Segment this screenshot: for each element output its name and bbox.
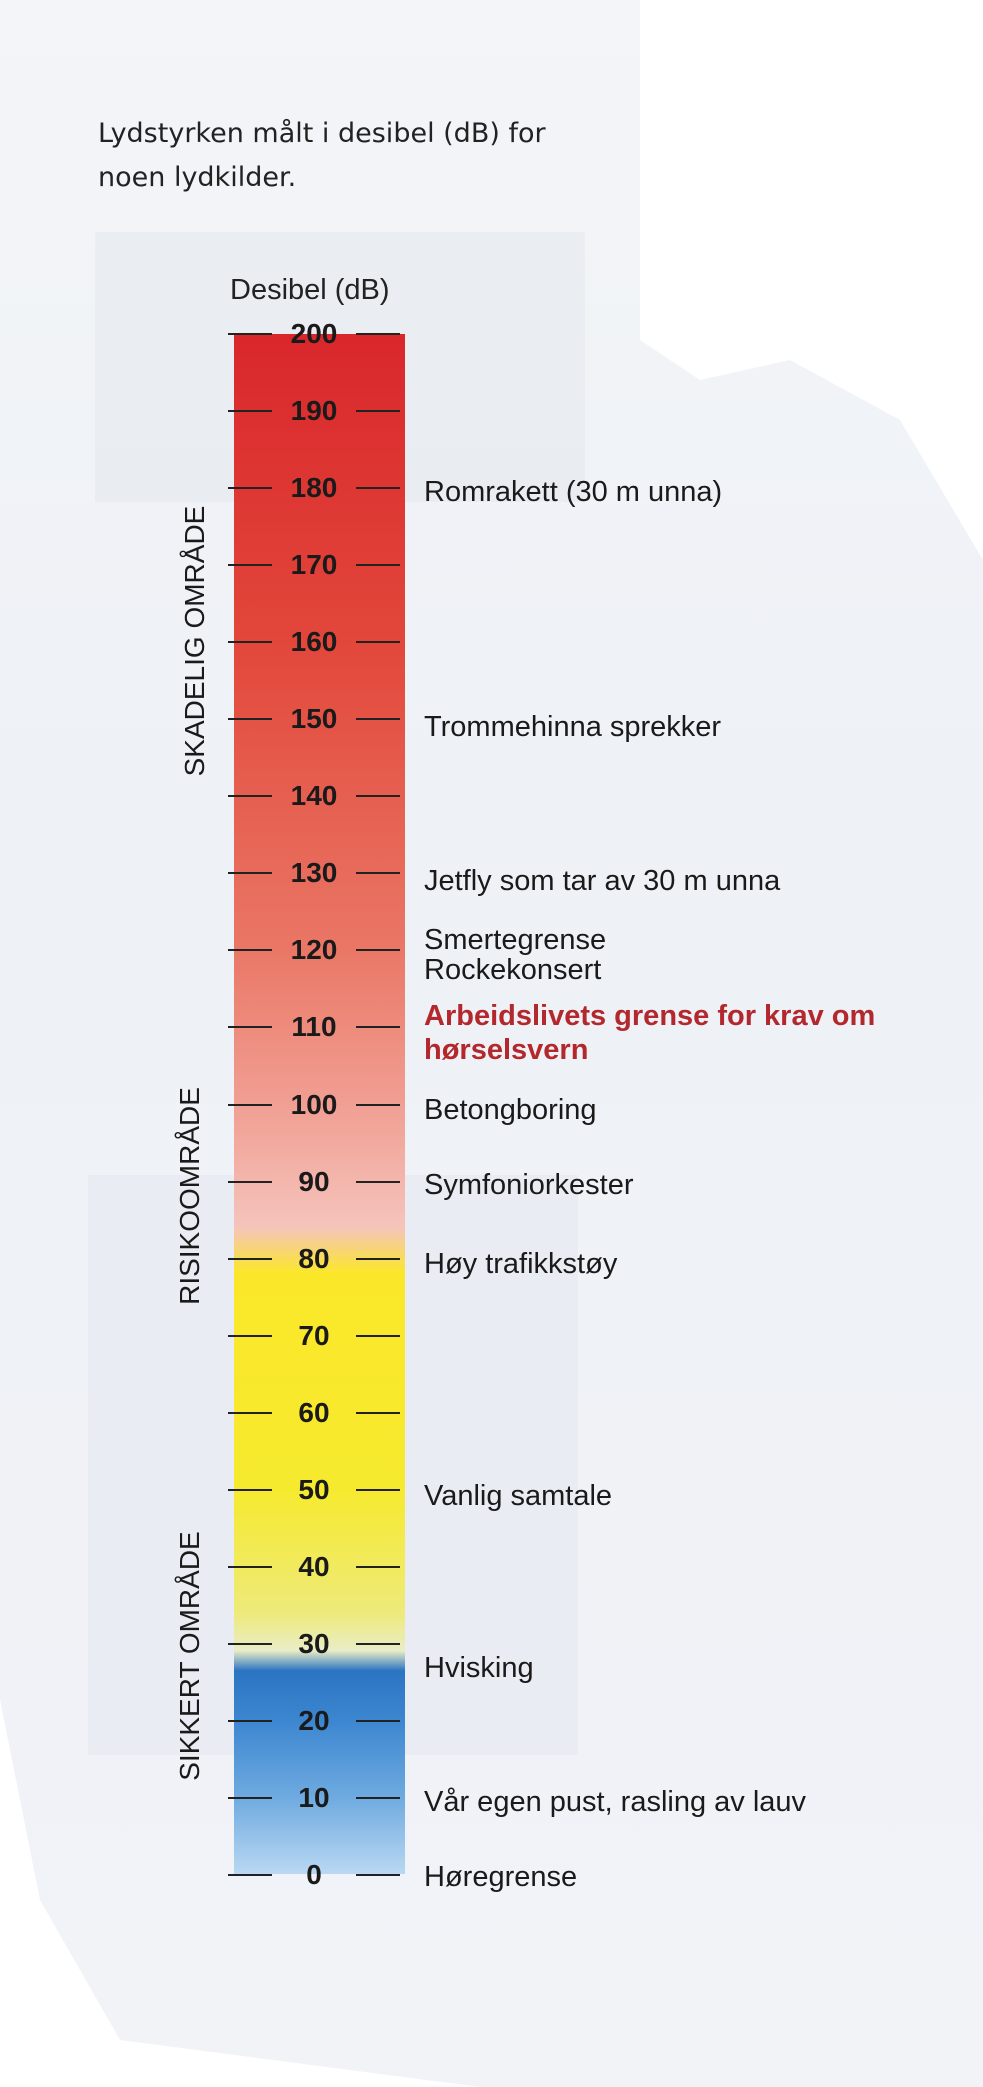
tick-mark-left [228, 333, 272, 335]
tick-label: 200 [290, 318, 338, 349]
tick-label: 70 [298, 1319, 330, 1351]
figure-caption: Lydstyrken målt i desibel (dB) for noen lydkilder. [98, 118, 546, 193]
tick-mark-left [228, 1335, 272, 1337]
tick-label: 90 [298, 1165, 330, 1197]
tick-mark-left [228, 1181, 272, 1183]
tick-mark-right [356, 1566, 400, 1568]
tick-mark-right [356, 410, 400, 412]
tick-mark-left [228, 1643, 272, 1645]
source-label-pain: Smertegrense [424, 924, 607, 956]
tick-mark-left [228, 1258, 272, 1260]
tick-label: 80 [298, 1242, 330, 1274]
tick-mark-right [356, 487, 400, 489]
source-label-traffic: Høy trafikkstøy [424, 1248, 618, 1280]
tick-mark-right [356, 333, 400, 335]
tick-mark-left [228, 949, 272, 951]
tick-label: 60 [298, 1396, 330, 1428]
tick-mark-left [228, 641, 272, 643]
tick-mark-left [228, 564, 272, 566]
source-label-work-limit-line1: Arbeidslivets grense for krav om [424, 1000, 876, 1032]
source-label-jet: Jetfly som tar av 30 m unna [424, 865, 781, 897]
tick-label: 50 [298, 1473, 330, 1505]
tick-mark-left [228, 1797, 272, 1799]
tick-mark-right [356, 1412, 400, 1414]
zone-label-safe: SIKKERT OMRÅDE [174, 1531, 205, 1781]
tick-mark-left [228, 487, 272, 489]
tick-label: 130 [290, 857, 338, 889]
tick-mark-right [356, 1258, 400, 1260]
source-label-whisper: Hvisking [424, 1652, 534, 1684]
source-label-talk: Vanlig samtale [424, 1480, 613, 1512]
source-label-rocket: Romrakett (30 m unna) [424, 476, 723, 508]
tick-label: 100 [290, 1088, 338, 1120]
source-label-rock: Rockekonsert [424, 954, 602, 986]
tick-label: 150 [290, 703, 338, 735]
tick-label: 30 [298, 1627, 330, 1659]
tick-mark-left [228, 1720, 272, 1722]
source-label-eardrum: Trommehinna sprekker [424, 711, 722, 743]
tick-mark-right [356, 1181, 400, 1183]
tick-label: 170 [290, 549, 338, 581]
tick-mark-left [228, 1566, 272, 1568]
tick-mark-right [356, 1720, 400, 1722]
tick-mark-right [356, 1797, 400, 1799]
tick-mark-left [228, 1026, 272, 1028]
tick-mark-right [356, 641, 400, 643]
tick-mark-left [228, 1489, 272, 1491]
tick-label: 20 [298, 1704, 330, 1736]
tick-mark-left [228, 1412, 272, 1414]
tick-label: 0 [306, 1859, 322, 1890]
tick-mark-left [228, 410, 272, 412]
tick-label: 160 [290, 626, 338, 658]
tick-label: 190 [290, 395, 338, 427]
tick-mark-right [356, 795, 400, 797]
tick-mark-right [356, 949, 400, 951]
tick-mark-left [228, 1104, 272, 1106]
zone-label-danger: SKADELIG OMRÅDE [179, 505, 210, 777]
tick-label: 10 [298, 1781, 330, 1813]
tick-mark-left [228, 1874, 272, 1876]
tick-label: 120 [290, 934, 338, 966]
tick-mark-right [356, 564, 400, 566]
tick-mark-right [356, 1489, 400, 1491]
source-label-breath: Vår egen pust, rasling av lauv [424, 1786, 807, 1818]
tick-mark-right [356, 1643, 400, 1645]
source-label-symphony: Symfoniorkester [424, 1169, 634, 1201]
tick-mark-left [228, 718, 272, 720]
tick-mark-right [356, 1874, 400, 1876]
tick-mark-right [356, 1335, 400, 1337]
source-label-work-limit-line2: hørselsvern [424, 1034, 589, 1066]
tick-mark-right [356, 872, 400, 874]
axis-title: Desibel (dB) [230, 274, 390, 306]
tick-mark-left [228, 795, 272, 797]
tick-label: 180 [290, 472, 338, 504]
tick-mark-right [356, 1026, 400, 1028]
tick-label: 110 [291, 1011, 337, 1043]
zone-label-risk: RISIKOOMRÅDE [174, 1087, 205, 1305]
source-label-drill: Betongboring [424, 1094, 597, 1126]
source-label-threshold: Høregrense [424, 1861, 578, 1893]
tick-mark-right [356, 718, 400, 720]
tick-mark-left [228, 872, 272, 874]
tick-mark-right [356, 1104, 400, 1106]
tick-label: 140 [290, 780, 338, 812]
tick-label: 40 [298, 1550, 330, 1582]
